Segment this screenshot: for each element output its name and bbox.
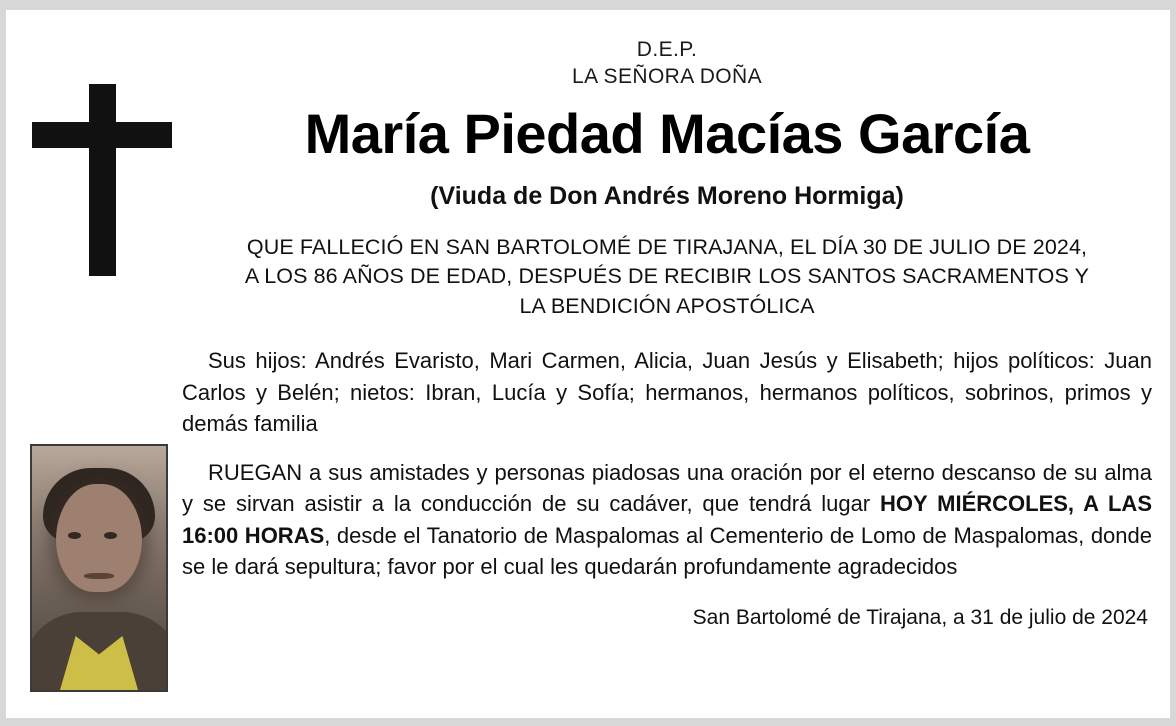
funeral-time-highlight: HOY MIÉRCOLES, A LAS 16:00 HORAS (182, 491, 1152, 548)
widow-of-label: (Viuda de Don Andrés Moreno Hormiga) (430, 182, 904, 210)
place-and-date: San Bartolomé de Tirajana, a 31 de julio de 2024 (692, 606, 1148, 629)
obituary-text-column (182, 38, 1152, 630)
portrait-photo (30, 444, 168, 692)
honorific-label: LA SEÑORA DOÑA (572, 65, 762, 88)
portrait-eye-right (104, 532, 117, 539)
cross-icon (32, 84, 172, 276)
portrait-eye-left (68, 532, 81, 539)
death-line-3: LA BENDICIÓN APOSTÓLICA (519, 293, 815, 318)
death-details (182, 233, 1152, 321)
portrait-mouth (84, 573, 114, 579)
obituary-sheet (6, 10, 1170, 718)
plea-text-part-2: , desde el Tanatorio de Maspalomas al Cementerio de Lomo de Maspalomas, donde se le dará sepultura; favor por el cual les quedarán profundamente agradecidos (182, 522, 1152, 579)
deceased-name: María Piedad Macías García (304, 102, 1030, 165)
cross-horizontal-bar (32, 122, 172, 148)
death-line-2: A LOS 86 AÑOS DE EDAD, DESPUÉS DE RECIBIR LOS SANTOS SACRAMENTOS Y (244, 264, 1090, 289)
death-line-1: QUE FALLECIÓ EN SAN BARTOLOMÉ DE TIRAJANA, EL DÍA 30 DE JULIO DE 2024, (246, 235, 1088, 259)
funeral-plea (182, 457, 1152, 582)
dep-label: D.E.P. (636, 38, 698, 61)
cross-vertical-bar (89, 84, 116, 276)
plea-text-part-1: RUEGAN a sus amistades y personas piadosas una oración por el eterno descanso de su alma y se sirvan asistir a la conducción de su cadáver, que tendrá lugar (182, 460, 1152, 517)
family-list: Sus hijos: Andrés Evaristo, Mari Carmen, Alicia, Juan Jesús y Elisabeth; hijos políticos: Juan Carlos y Belén; nietos: Ibran, Lucía y Sofía; hermanos, hermanos políticos, sobrinos, primos y demás familia (182, 348, 1152, 436)
